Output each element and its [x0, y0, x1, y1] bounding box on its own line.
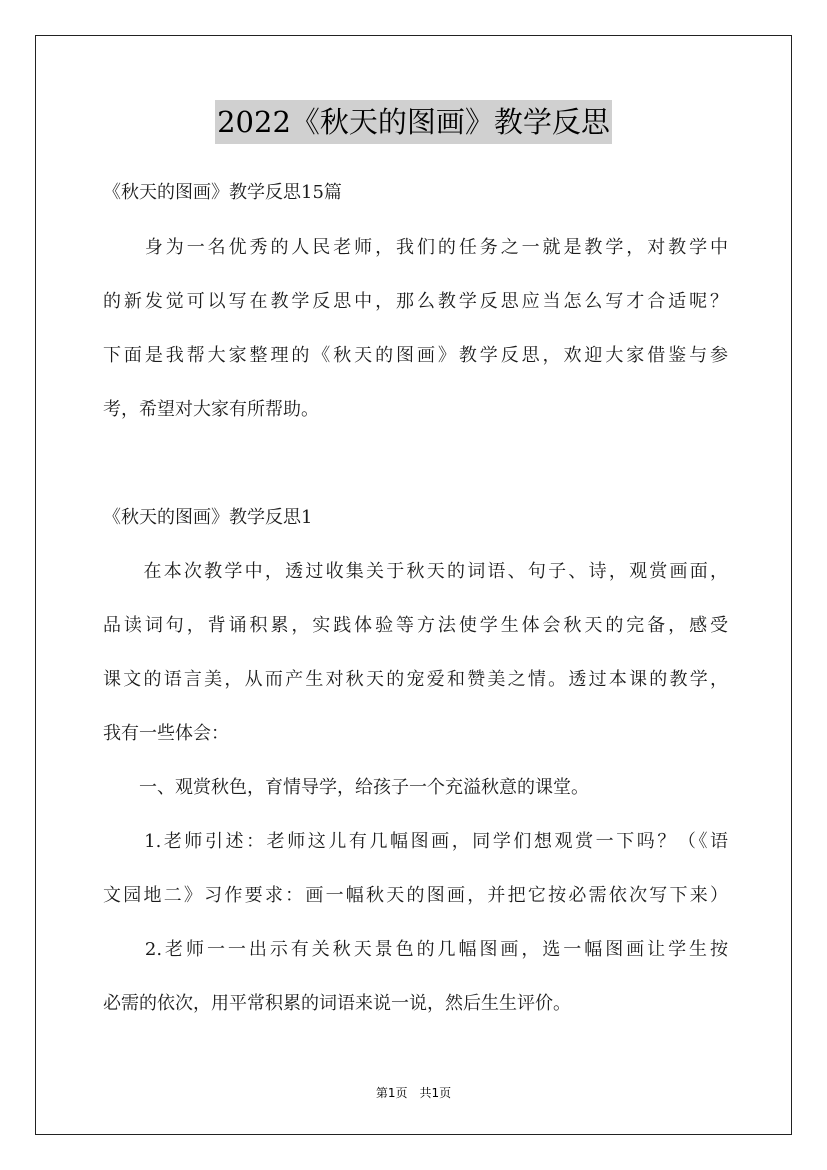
document-title: 2022《秋天的图画》教学反思 — [215, 100, 612, 144]
paragraph-line: 必需的依次，用平常积累的词语来说一说，然后生生评价。 — [103, 993, 571, 1014]
subtitle: 《秋天的图画》教学反思15篇 — [103, 182, 342, 203]
paragraph-line: 2.老师一一出示有关秋天景色的几幅图画，选一幅图画让学生按 — [103, 939, 728, 960]
intro-line-3: 下面是我帮大家整理的《秋天的图画》教学反思，欢迎大家借鉴与参 — [103, 345, 728, 366]
paragraph-line: 品读词句，背诵积累，实践体验等方法使学生体会秋天的完备，感受 — [103, 615, 728, 636]
intro-line-4: 考，希望对大家有所帮助。 — [103, 399, 319, 420]
paragraph-line: 我有一些体会： — [103, 723, 229, 744]
paragraph-line: 在本次教学中，透过收集关于秋天的词语、句子、诗，观赏画面， — [103, 561, 728, 582]
section-heading: 《秋天的图画》教学反思1 — [103, 507, 313, 528]
intro-line-1: 身为一名优秀的人民老师，我们的任务之一就是教学，对教学中 — [103, 237, 728, 258]
paragraph-line: 课文的语言美，从而产生对秋天的宠爱和赞美之情。透过本课的教学， — [103, 669, 728, 690]
page-footer: 第1页 共1页 — [375, 1086, 452, 1100]
document-title-wrap — [0, 100, 827, 144]
paragraph-line: 文园地二》习作要求：画一幅秋天的图画，并把它按必需依次写下来） — [103, 885, 728, 906]
intro-line-2: 的新发觉可以写在教学反思中，那么教学反思应当怎么写才合适呢？ — [103, 291, 728, 312]
paragraph-line: 一、观赏秋色，育情导学，给孩子一个充溢秋意的课堂。 — [103, 777, 589, 798]
paragraph-line: 1.老师引述：老师这儿有几幅图画，同学们想观赏一下吗？（《语 — [103, 831, 728, 852]
